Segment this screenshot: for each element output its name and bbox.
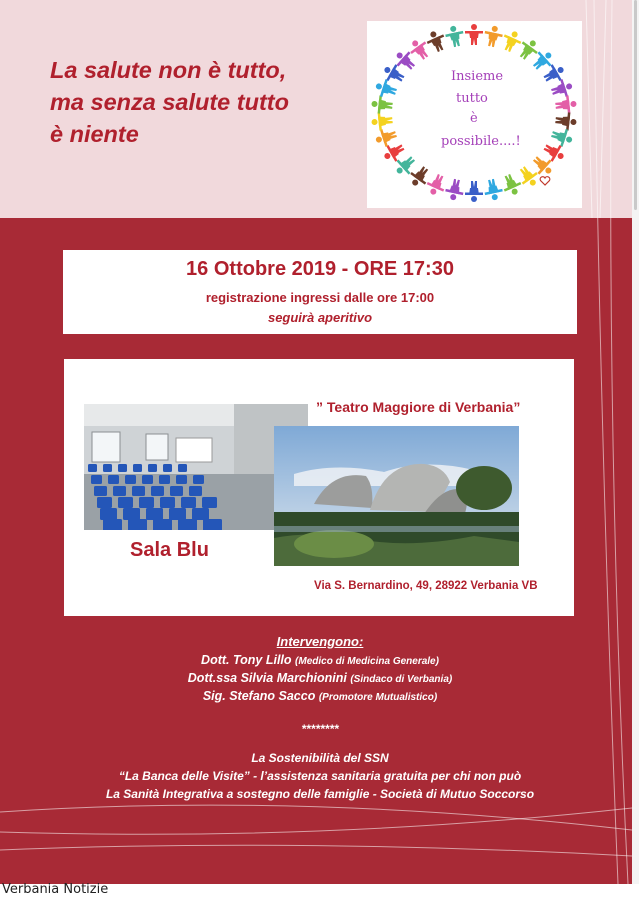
chair-icon (133, 464, 142, 472)
scrollbar-thumb[interactable] (634, 0, 637, 210)
event-datetime-box (63, 250, 577, 334)
speaker-role: (Sindaco di Verbania) (350, 674, 453, 685)
chair-icon (203, 519, 222, 530)
speaker-row (40, 653, 600, 671)
heart-icon (539, 175, 551, 187)
chair-icon (128, 519, 147, 530)
venue-address: Via S. Bernardino, 49, 28922 Verbania VB (314, 580, 538, 592)
chair-icon (193, 475, 204, 484)
theatre-name: ” Teatro Maggiore di Verbania” (316, 399, 521, 415)
topic-item: La Sostenibilità del SSN (251, 751, 389, 765)
logo-line: Insieme (451, 69, 504, 84)
chair-icon (97, 497, 112, 508)
speaker-role: (Medico di Medicina Generale) (295, 656, 439, 667)
separator: ******** (301, 722, 339, 736)
topic-item: “La Banca delle Visite” - l’assistenza sanitaria gratuita per chi non può (118, 769, 522, 783)
chair-icon (178, 519, 197, 530)
speakers-section (40, 634, 600, 707)
chair-icon (132, 486, 145, 496)
venue-box (64, 359, 574, 616)
chair-icon (170, 486, 183, 496)
chair-icon (91, 475, 102, 484)
logo-line: tutto (456, 91, 488, 106)
chair-icon (146, 508, 163, 520)
chair-icon (181, 497, 196, 508)
chair-icon (113, 486, 126, 496)
chair-icon (163, 464, 172, 472)
topics-section (40, 751, 600, 805)
chair-icon (159, 475, 170, 484)
chair-icon (118, 464, 127, 472)
chair-icon (100, 508, 117, 520)
chair-icon (142, 475, 153, 484)
chair-icon (189, 486, 202, 496)
chair-icon (148, 464, 157, 472)
logo-line: possibile....! (441, 134, 521, 149)
chair-icon (169, 508, 186, 520)
speaker-row (40, 689, 600, 707)
room-name: Sala Blu (130, 539, 209, 561)
chair-icon (178, 464, 187, 472)
chair-icon (88, 464, 97, 472)
teatro-maggiore-photo (274, 426, 519, 566)
chair-icon (108, 475, 119, 484)
watermark-caption: Verbania Notizie (2, 882, 109, 897)
registration-text: registrazione ingressi dalle ore 17:00 (205, 290, 435, 305)
chair-icon (153, 519, 172, 530)
slogan-line: ma senza salute tutto (50, 89, 289, 115)
event-date-time: 16 Ottobre 2019 - ORE 17:30 (186, 258, 454, 280)
insieme-logo (367, 21, 582, 208)
slogan-line: è niente (50, 121, 139, 147)
chair-icon (125, 475, 136, 484)
slogan (50, 54, 350, 150)
speaker-name: Dott.ssa Silvia Marchionini (187, 671, 347, 685)
chair-icon (139, 497, 154, 508)
speaker-name: Dott. Tony Lillo (201, 653, 292, 667)
slogan-line: La salute non è tutto, (50, 57, 287, 83)
speaker-name: Sig. Stefano Sacco (202, 689, 316, 703)
topic-item: La Sanità Integrativa a sostegno delle famiglie - Società di Mutuo Soccorso (105, 787, 535, 801)
logo-line: è (470, 111, 478, 126)
chair-icon (94, 486, 107, 496)
chair-icon (103, 464, 112, 472)
chair-icon (103, 519, 122, 530)
chair-icon (151, 486, 164, 496)
chair-icon (202, 497, 217, 508)
chair-icon (160, 497, 175, 508)
chair-icon (123, 508, 140, 520)
chair-icon (192, 508, 209, 520)
aperitivo-text: seguirà aperitivo (267, 310, 373, 325)
speakers-heading: Intervengono: (276, 634, 364, 649)
chair-icon (176, 475, 187, 484)
speaker-role: (Promotore Mutualistico) (318, 692, 438, 703)
speaker-row (40, 671, 600, 689)
chair-icon (118, 497, 133, 508)
